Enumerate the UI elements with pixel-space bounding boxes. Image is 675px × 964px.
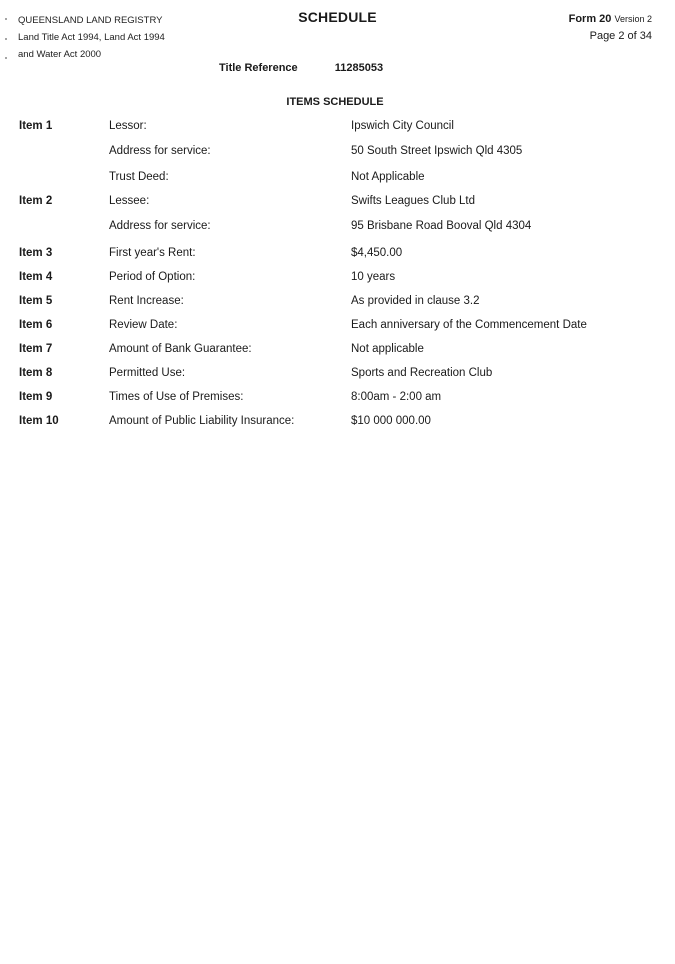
form-name: Form 20 (568, 13, 612, 25)
item-label: First year's Rent: (109, 247, 196, 259)
item-label: Amount of Bank Guarantee: (109, 343, 252, 355)
item-number: Item 8 (19, 367, 53, 379)
item-value: Each anniversary of the Commencement Date (351, 319, 587, 331)
item-number: Item 1 (19, 120, 53, 132)
item-value: Sports and Recreation Club (351, 367, 493, 379)
item-number: Item 7 (19, 343, 53, 355)
item-label: Permitted Use: (109, 367, 186, 379)
item-label: Period of Option: (109, 271, 196, 283)
item-label: Address for service: (109, 145, 211, 157)
item-label: Lessor: (109, 120, 147, 132)
item-number: Item 3 (19, 247, 53, 259)
item-value: As provided in clause 3.2 (351, 295, 480, 307)
item-value: 95 Brisbane Road Booval Qld 4304 (351, 220, 532, 232)
item-label: Lessee: (109, 195, 150, 207)
item-value: $4,450.00 (351, 247, 403, 259)
form-version: Version 2 (614, 14, 652, 24)
item-label: Times of Use of Premises: (109, 391, 244, 403)
schedule-title: SCHEDULE (298, 9, 377, 25)
page-number: Page 2 of 34 (589, 30, 652, 42)
item-label: Trust Deed: (109, 171, 169, 183)
item-value: 10 years (351, 271, 396, 283)
item-number: Item 9 (19, 391, 53, 403)
item-value: 50 South Street Ipswich Qld 4305 (351, 145, 523, 157)
registry-act-line-1: Land Title Act 1994, Land Act 1994 (18, 32, 165, 43)
item-number: Item 4 (19, 271, 53, 283)
items-schedule-heading: ITEMS SCHEDULE (286, 96, 384, 108)
scan-mark (5, 38, 7, 40)
item-label: Rent Increase: (109, 295, 184, 307)
registry-name: QUEENSLAND LAND REGISTRY (18, 15, 163, 26)
registry-act-line-2: and Water Act 2000 (18, 49, 102, 60)
item-label: Address for service: (109, 220, 211, 232)
scan-mark (5, 57, 7, 59)
item-number: Item 10 (19, 415, 59, 427)
item-number: Item 6 (19, 319, 53, 331)
item-number: Item 2 (19, 195, 53, 207)
item-label: Amount of Public Liability Insurance: (109, 415, 295, 427)
form-info (569, 11, 652, 45)
item-value: 8:00am - 2:00 am (351, 391, 442, 403)
title-reference-label: Title Reference (219, 62, 298, 74)
item-value: Swifts Leagues Club Ltd (351, 195, 476, 207)
title-reference (219, 62, 383, 74)
title-reference-value: 11285053 (334, 62, 384, 74)
item-value: Not applicable (351, 343, 424, 355)
item-value: Ipswich City Council (351, 120, 454, 132)
item-value: Not Applicable (351, 171, 425, 183)
item-number: Item 5 (19, 295, 53, 307)
item-value: $10 000 000.00 (351, 415, 431, 427)
item-label: Review Date: (109, 319, 178, 331)
